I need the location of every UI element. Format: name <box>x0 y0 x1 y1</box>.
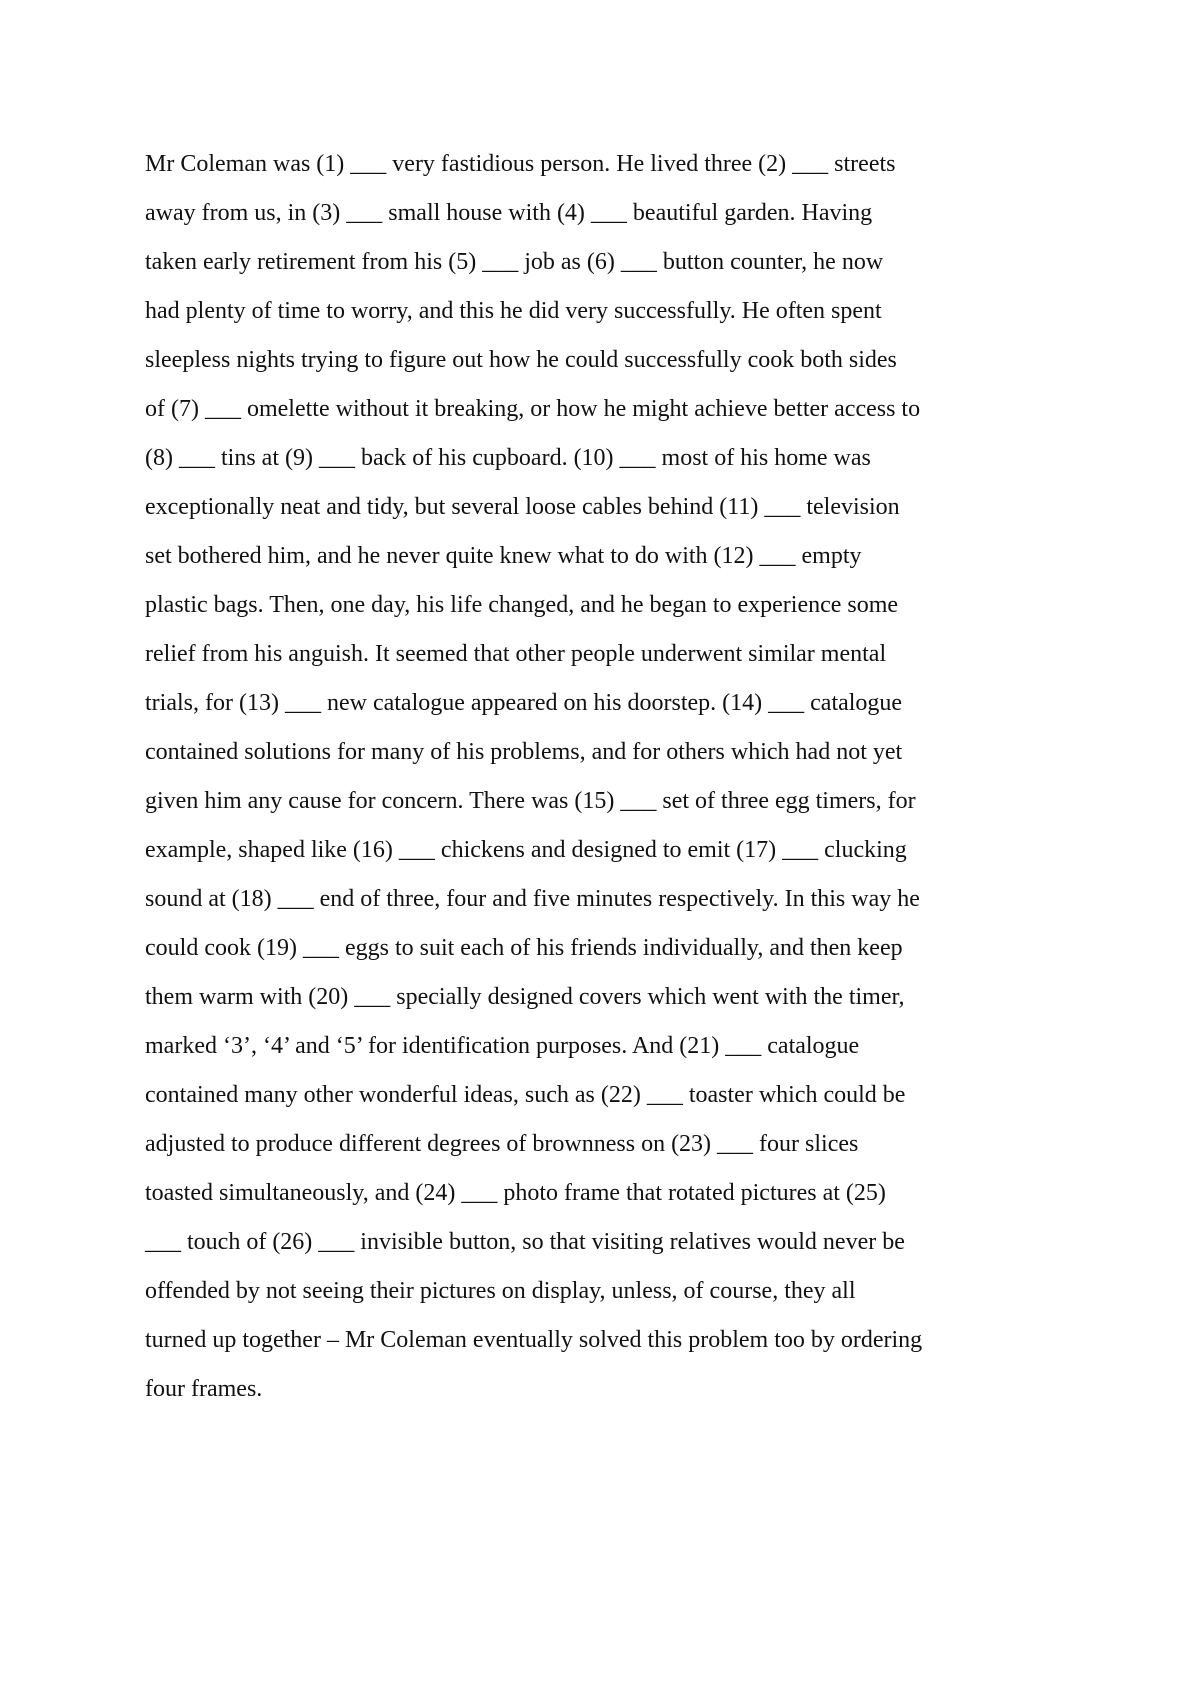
text-line: contained solutions for many of his problems, and for others which had not yet <box>145 739 903 765</box>
text-line: trials, for (13) ___ new catalogue appeared on his doorstep. (14) ___ catalogue <box>145 690 903 716</box>
text-line: ___ touch of (26) ___ invisible button, so that visiting relatives would never be <box>145 1229 905 1255</box>
text-line: adjusted to produce different degrees of brownness on (23) ___ four slices <box>145 1131 859 1157</box>
text-line: toasted simultaneously, and (24) ___ photo frame that rotated pictures at (25) <box>145 1180 886 1206</box>
text-line: offended by not seeing their pictures on display, unless, of course, they all <box>145 1278 856 1304</box>
text-line: them warm with (20) ___ specially designed covers which went with the timer, <box>145 984 905 1010</box>
text-line: of (7) ___ omelette without it breaking, or how he might achieve better access to <box>145 396 921 422</box>
text-line: plastic bags. Then, one day, his life changed, and he began to experience some <box>145 592 899 618</box>
text-line: had plenty of time to worry, and this he did very successfully. He often spent <box>145 298 882 324</box>
text-line: (8) ___ tins at (9) ___ back of his cupboard. (10) ___ most of his home was <box>145 445 871 471</box>
text-line: set bothered him, and he never quite knew what to do with (12) ___ empty <box>145 543 862 569</box>
text-line: taken early retirement from his (5) ___ job as (6) ___ button counter, he now <box>145 249 884 275</box>
text-line: could cook (19) ___ eggs to suit each of his friends individually, and then keep <box>145 935 903 961</box>
text-line: sleepless nights trying to figure out how he could successfully cook both sides <box>145 347 897 373</box>
text-line: exceptionally neat and tidy, but several loose cables behind (11) ___ television <box>145 494 900 520</box>
text-line: example, shaped like (16) ___ chickens and designed to emit (17) ___ clucking <box>145 837 907 863</box>
text-line: marked ‘3’, ‘4’ and ‘5’ for identification purposes. And (21) ___ catalogue <box>145 1033 860 1059</box>
text-line: Mr Coleman was (1) ___ very fastidious person. He lived three (2) ___ streets <box>145 151 896 177</box>
text-line: away from us, in (3) ___ small house with (4) ___ beautiful garden. Having <box>145 200 873 226</box>
text-line: relief from his anguish. It seemed that other people underwent similar mental <box>145 641 887 667</box>
text-line: turned up together – Mr Coleman eventually solved this problem too by ordering <box>145 1327 923 1353</box>
text-line: sound at (18) ___ end of three, four and five minutes respectively. In this way he <box>145 886 920 912</box>
text-line: given him any cause for concern. There was (15) ___ set of three egg timers, for <box>145 788 916 814</box>
text-line: four frames. <box>145 1376 263 1402</box>
cloze-passage <box>145 140 1085 1414</box>
text-line: contained many other wonderful ideas, such as (22) ___ toaster which could be <box>145 1082 906 1108</box>
